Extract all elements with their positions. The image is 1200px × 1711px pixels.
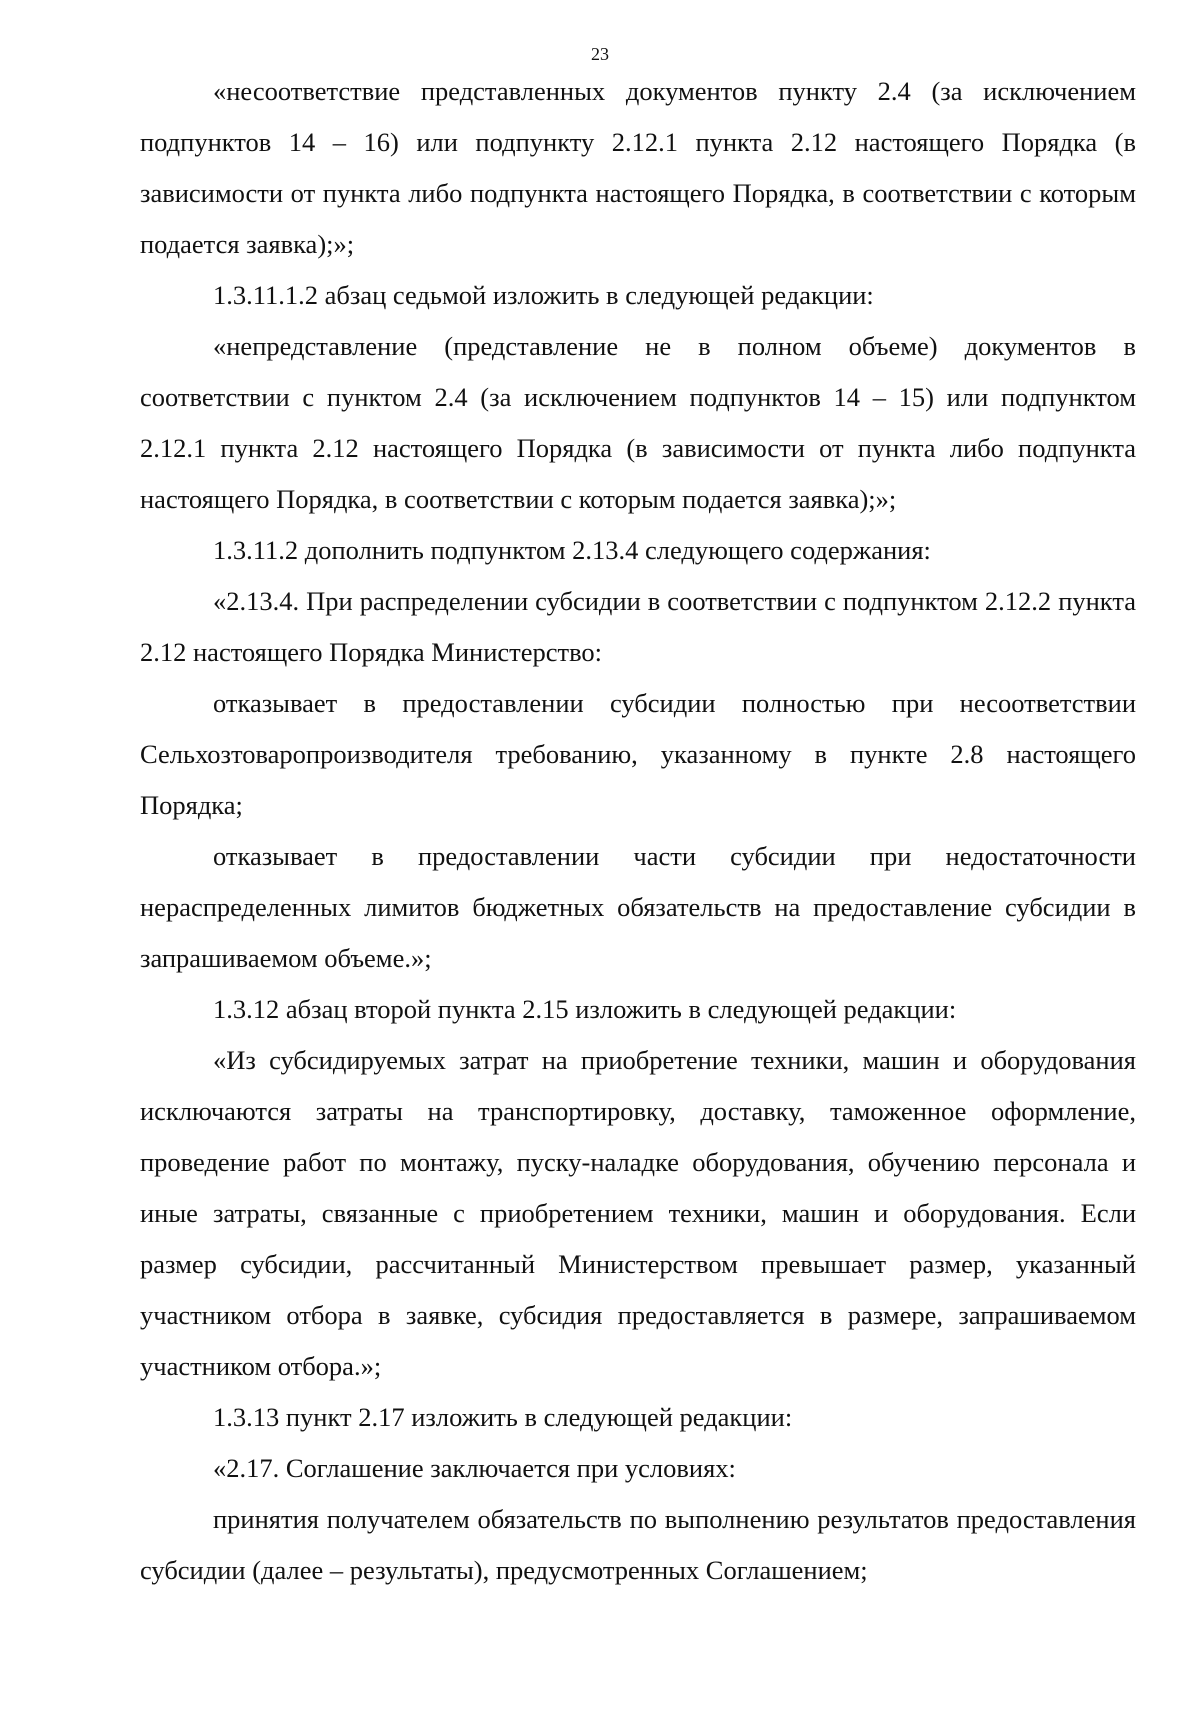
- paragraph-obligations: принятия получателем обязательств по выполнению результатов предоставления субсидии (далее – результаты), предусмотренных Соглашением;: [140, 1504, 1136, 1585]
- paragraph-clause-2-17: «2.17. Соглашение заключается при условиях:: [213, 1453, 736, 1483]
- paragraph-refusal-full: отказывает в предоставлении субсидии полностью при несоответствии Сельхозтоваропроизводителя требованию, указанному в пункте 2.8 настоящего Порядка;: [140, 688, 1136, 820]
- paragraph-amendment-1-3-13: 1.3.13 пункт 2.17 изложить в следующей редакции:: [213, 1402, 793, 1432]
- paragraph-amendment-1-3-12: 1.3.12 абзац второй пункта 2.15 изложить в следующей редакции:: [213, 994, 957, 1024]
- paragraph-refusal-partial: отказывает в предоставлении части субсидии при недостаточности нераспределенных лимитов бюджетных обязательств на предоставление субсидии в запрашиваемом объеме.»;: [140, 841, 1136, 973]
- paragraph-subclause-2-13-4: «2.13.4. При распределении субсидии в соответствии с подпунктом 2.12.2 пункта 2.12 настоящего Порядка Министерство:: [140, 586, 1136, 667]
- paragraph-amendment-1-3-11-2: 1.3.11.2 дополнить подпунктом 2.13.4 следующего содержания:: [213, 535, 931, 565]
- paragraph-quoted-criterion-1: «несоответствие представленных документов пункту 2.4 (за исключением подпунктов 14 – 16) или подпункту 2.12.1 пункта 2.12 настоящего Порядка (в зависимости от пункта либо подпункта настоящего Порядка, в соответствии с которым подается заявка);»;: [140, 76, 1136, 259]
- paragraph-quoted-criterion-2: «непредставление (представление не в полном объеме) документов в соответствии с пунктом 2.4 (за исключением подпунктов 14 – 15) или подпунктом 2.12.1 пункта 2.12 настоящего Порядка (в зависимости от пункта либо подпункта настоящего Порядка, в соответствии с которым подается заявка);»;: [140, 331, 1136, 514]
- page-number: 23: [591, 44, 609, 64]
- paragraph-amendment-1-3-11-1-2: 1.3.11.1.2 абзац седьмой изложить в следующей редакции:: [213, 280, 874, 310]
- document-body: [140, 66, 1136, 1596]
- paragraph-subsidized-costs: «Из субсидируемых затрат на приобретение техники, машин и оборудования исключаются затраты на транспортировку, доставку, таможенное оформление, проведение работ по монтажу, пуску-наладке оборудования, обучению персонала и иные затраты, связанные с приобретением техники, машин и оборудования. Если размер субсидии, рассчитанный Министерством превышает размер, указанный участником отбора в заявке, субсидия предоставляется в размере, запрашиваемом участником отбора.»;: [140, 1045, 1136, 1381]
